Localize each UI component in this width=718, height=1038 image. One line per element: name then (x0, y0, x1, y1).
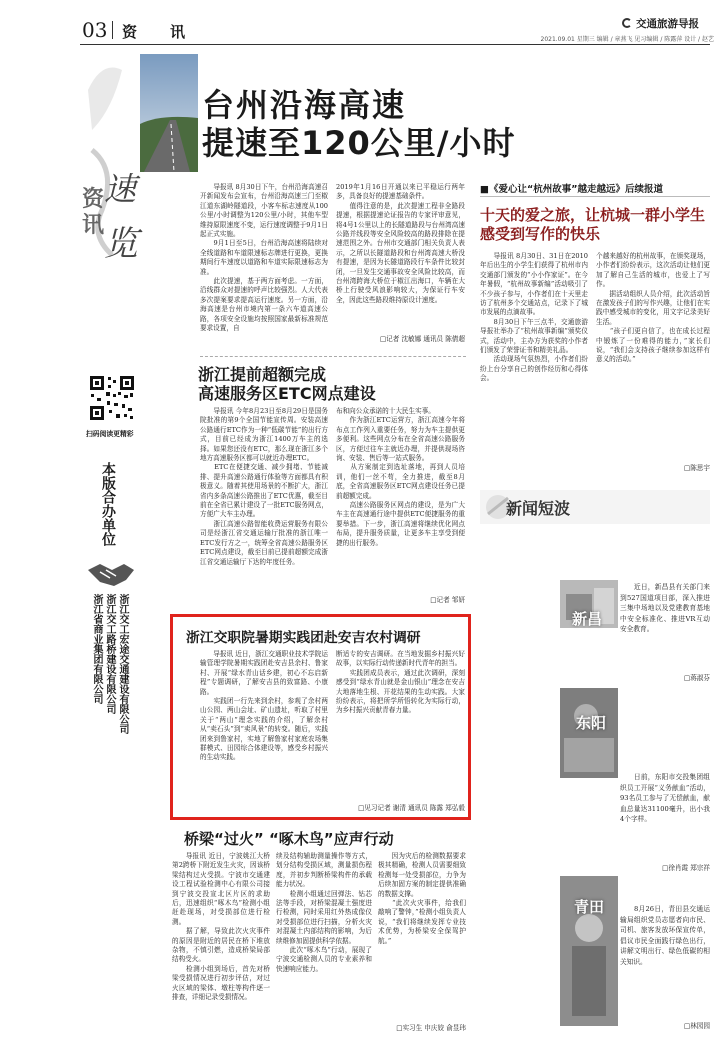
divider (200, 356, 466, 357)
brand-name: 交通旅游导报 (636, 18, 699, 30)
story1-headline-line1: 台州沿海高速 (202, 86, 407, 124)
column-title-char-3: 速 (104, 170, 137, 208)
brief-byline: □林园园 (683, 1022, 710, 1030)
qr-code[interactable] (88, 374, 136, 422)
story5-headline-line2: 感受到写作的快乐 (480, 225, 601, 243)
brief-text: 近日，新昌县有关部门来到527国道项目部，深入推进三集中场地以及党建教育基地中安全标准化、推进VR互动安全教育。 (620, 583, 710, 633)
header-divider (112, 21, 113, 39)
brand-icon (622, 18, 632, 28)
story3-byline: □见习记者 谢清 通讯员 陈露 郑弘毅 (358, 804, 465, 812)
brief-byline: □蒋淑芬 (683, 674, 710, 682)
story5-headline-line1: 十天的爱之旅，让杭城一群小学生 (480, 206, 706, 224)
briefs-title: 新闻短波 (506, 499, 571, 518)
story5-byline: □陈思宇 (683, 464, 710, 472)
column-title-char-1: 资 (82, 186, 105, 212)
story4-body-col1: 导报讯 近日，宁波姚江大桥第2跨桥下附近发生火灾，因该桥梁结构过火受损。宁波市交通建设工程试验检测中心有限公司接到宁波交投宣北区片区的求助后，迅速组织“啄木鸟”检测小组赶赴现场，对受损部位进行检测。 据了解，导致此次火灾事件的原因是附近的居民在桥下堆放杂物，不慎引燃，造成桥梁局部结构受火。 检测小组到场后，首先对桥梁受损情况进行初步评估，对过火区域的梁体、墩柱等构件逐一排查，详细记录受损情况。 (172, 852, 270, 1002)
story1-headline-line2: 提速至120公里/小时 (202, 124, 516, 162)
story5-body-col1: 导报讯 8月30日、31日在2010年后出生的小学生们获得了杭州市内交通部门颁发的“小小作家证”。在今年暑假，“杭州故事新编”活动吸引了不少孩子参与，小作者们在十天里走访了杭州多个交通站点，记录下了城市发展的点滴故事。 8月30日下午三点半，交通旅游导报社举办了“杭州故事新编”颁奖仪式，活动中，主办方为获奖的小作者们颁发了荣誉证书和精美礼品。 活动现场气氛热烈，小作者们纷纷上台分享自己的创作经历和心得体会。 (480, 252, 588, 383)
story5-kicker: ■《爱心让“杭州故事”越走越远》后续报道 (480, 184, 663, 195)
column-title-char-4: 览 (104, 224, 138, 264)
story3-body-col2: 断适专的安吉调研。在当地发掘乡村振兴好故事，以实际行动传递新时代青年的担当。 实践团成员表示，通过此次调研，深刻感受到“绿水青山就是金山银山”理念在安吉大地落地生根、开花结果的生动实践。大家纷纷表示，将把所学所悟转化为实际行动，为乡村振兴贡献青春力量。 (336, 650, 465, 715)
section-label-left: 资 (122, 23, 138, 41)
sponsor-item: 浙江交工宏途交通建设有限公司 (117, 594, 128, 734)
header-meta: 2021.09.01 星期三 编辑 / 章燕飞 见习编辑 / 陈露萍 设计 / 赵艺 (540, 36, 714, 43)
story3-body-col1: 导报讯 近日，浙江交通职业技术学院运输管理学院暑期实践团赴安吉县余村、鲁家村、开展“绿水青山话乡建，初心不忘启新程”专题调研，了解安吉县的致富路、小康路。 实践团一行先来到余村，参观了余村两山公园、两山会址、矿山遗址，听取了村里关于“两山”理念实践的介绍，了解余村从“卖石头”到“卖风景”的转变。随后，实践团来到鲁家村，实地了解鲁家村家庭农场集群模式、田园综合体建设等，感受乡村振兴的生动实践。 (200, 650, 328, 762)
story1-body-col2: 2019年1月16日开通以来已平稳运行两年多，具备良好的提速基础条件。 值得注意的是，此次提速工程非全路段提速，根据提速论证报告的专家评审意见，将4号1公里以上的长隧道路段与台州湾高速公路并线段等安全风险较高的路段排除在提速范围之外。台州市交通部门相关负责人表示，之所以长隧道路段和台州湾高速大桥没有提速，是因为长隧道路段行车条件比较封闭，一旦发生交通事故安全风险比较高，而台州湾跨海大桥位于椒江出海口，车辆在大桥上行驶受风浪影响较大，为保证行车安全，因此这些路段维持原设计速度。 (336, 183, 465, 304)
story2-body-col1: 导报讯 今年8月23日至8月29日是国务院批准的第9个全国节能宣传周。安装高速公路通行ETC作为一种“低碳节能”的出行方式，目前已经成为浙江1400万车主的选择。如果您还没有ETC，那么现在浙江多个地方高速服务区都可以就近办理ETC。 ETC在便捷交通、减少拥堵、节能减排、提升高速公路通行体验等方面都具有积极意义。随着其使用场景的不断扩大，浙江省内多条高速公路推出了ETC优惠，截至目前在全省已累计建设了一批ETC服务网点，方便广大车主办理。 浙江高速公路智能收费运营服务有限公司是经浙江省交通运输厅批准的浙江唯一ETC发行方之一，统筹全省高速公路服务区ETC网点建设，截至目前已提前超额完成浙江省交通运输厅下达的年度任务。 (200, 407, 328, 566)
story1-body-col1: 导报讯 8月30日下午，台州沿海高速召开新闻发布会宣布，台州沿海高速三门至椒江道东湖岭隧道段，小客车标志速度从100公里/小时调整为120公里/小时，其他车型维持原限速度不变，运行速度调整于9月1日起正式实施。 9月1日至5日，台州沿海高速将陆续对全线道路和车道限速标志牌进行更换，更换期间行车速度以道路和车道实际限速标志为准。 此次提速，基于两方面考虑。一方面，沿线群众对提速的呼声比较强烈。人大代表多次提案要求提高运行速度。另一方面，沿海高速是台州市境内第一条六车道高速公路，各项安全设施均按照国家最新标准规范要求设置，自 (200, 183, 328, 333)
story1-byline: □记者 沈敏娜 通讯员 陈倩超 (379, 335, 465, 343)
brief-city: 东阳 (576, 714, 607, 732)
brief-photo-dongyang (560, 688, 618, 778)
brief-city: 新昌 (572, 610, 603, 628)
story4-body-col3: 因为灾后的检测数据要求极其精确，检测人员需要细致检测每一处受损部位，力争为后续加固方案的制定提供准确的数据支撑。 “此次火灾事件，给我们敲响了警钟，”检测小组负责人说，“我们将继续发挥专业技术优势，为桥梁安全保驾护航。” (378, 852, 466, 945)
brief-text: 8月26日，青田县交通运输局组织党员志愿者向市民、司机、旅客发放环保宣传单，倡议市民全面践行绿色出行，讲解文明出行、绿色低碳的相关知识。 (620, 905, 710, 966)
sponsor-item: 浙江省商业集团有限公司 (91, 594, 102, 704)
story2-headline-line1: 浙江提前超额完成 (198, 365, 327, 384)
handshake-icon (86, 560, 136, 588)
brief-text: 日前，东阳市交投集团组织员工开展“义务献血”活动，93名员工参与了无偿献血，献血总量达31100毫升，出小我4个字样。 (620, 773, 710, 823)
divider (480, 196, 710, 197)
column-title-char-2: 讯 (82, 212, 105, 238)
sponsor-list (90, 594, 129, 760)
story2-headline-line2: 高速服务区ETC网点建设 (198, 384, 376, 403)
section-label-right: 讯 (170, 23, 186, 41)
story5-body-col2: 个越来越好的杭州故事，在颁奖现场，小作者们纷纷表示，这次活动让他们更加了解自己生活的城市，也爱上了写作。 据活动组织人员介绍，此次活动旨在激发孩子们的写作兴趣，让他们在实践中感受城市的变化，用文字记录美好生活。 “孩子们更自信了，也在成长过程中锻炼了一份难得的能力，”家长们说，“我们会支持孩子继续参加这样有意义的活动。” (596, 252, 710, 364)
sponsor-title: 本版合办单位 (100, 462, 116, 546)
brief-byline: □徐肖霞 郑宗祥 (662, 864, 710, 872)
story4-body-col2: 续及结构辅助测量操作等方式，划分结构受损区域，测量损伤程度，并初步判断桥梁构件的承载能力状况。 检测小组通过回弹法、钻芯法等手段，对桥梁混凝土强度进行检测，同时采用红外热成像仪对受损部位进行扫描，分析火灾对混凝土内部结构的影响，为后续维修加固提供科学依据。 此次“啄木鸟”行动，展现了宁波交通检测人员的专业素养和快速响应能力。 (276, 852, 372, 973)
story1-hero-photo (140, 54, 198, 172)
sponsor-item: 浙江交工路桥建设有限公司 (104, 594, 115, 714)
story4-byline: □实习生 申庆姣 俞昱玮 (396, 1024, 466, 1032)
story2-byline: □记者 邹妍 (430, 596, 465, 604)
qr-caption: 扫码阅读更精彩 (86, 430, 134, 438)
header-rule (80, 44, 710, 45)
story2-body-col2: 布和向公众承诺的十大民生实事。 作为浙江ETC运营方，浙江高速今年将布点工作列入重要任务，努力为车主提供更多便利。这些网点分布在全省高速公路服务区，方便过往车主就近办理，并提供现场咨询、安装、售后等一站式服务。 从方案制定到选址落地，再到人员培训，他们一丝不苟，全力推进，截至8月底，全省高速服务区ETC网点建设任务已提前超额完成。 高速公路服务区网点的建设，是为广大车主在高速通行途中提供ETC便捷服务的重要举措。下一步，浙江高速将继续优化网点布局，提升服务质量，让更多车主享受到便捷的出行服务。 (336, 407, 465, 547)
story4-headline: 桥梁“过火” “啄木鸟”应声行动 (184, 830, 394, 848)
story3-headline: 浙江交职院暑期实践团赴安吉农村调研 (186, 630, 421, 646)
brief-city: 青田 (574, 898, 605, 916)
page-number: 03 (82, 18, 108, 42)
